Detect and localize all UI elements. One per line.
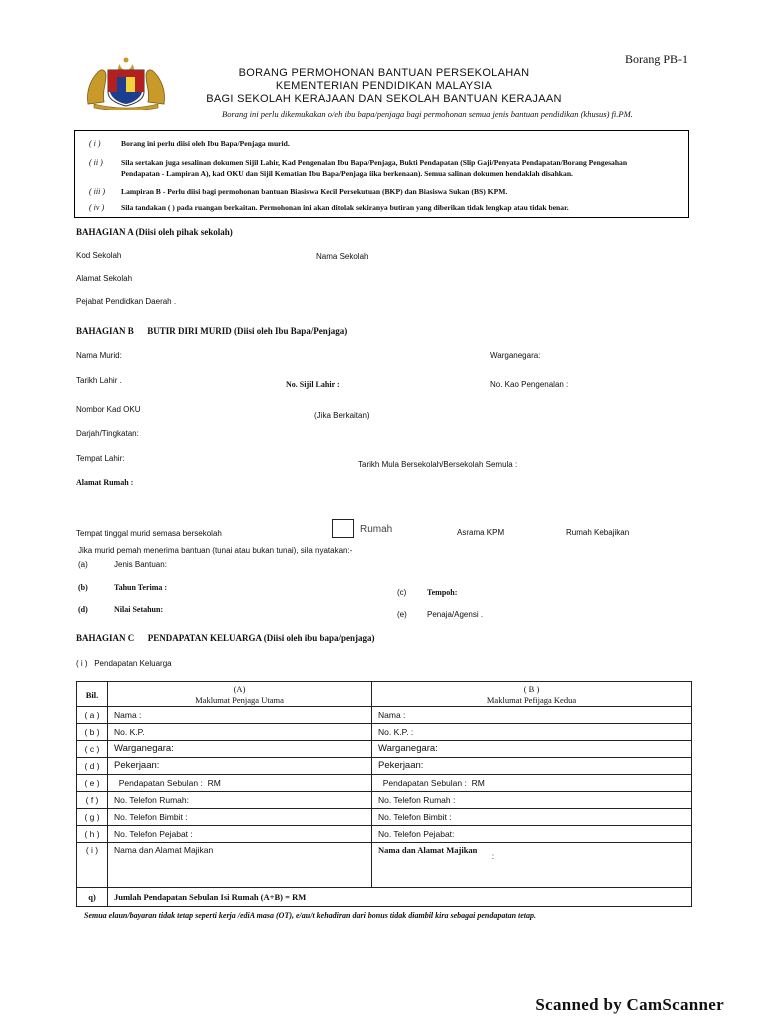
tempat-lahir-label: Tempat Lahir: (76, 454, 125, 463)
cell-b[interactable]: No. Telefon Rumah : (372, 792, 692, 809)
row-bil: ( b ) (77, 724, 108, 741)
pendapatan-keluarga-label: ( i ) Pendapatan Keluarga (76, 659, 172, 668)
row-bil: ( i ) (77, 843, 108, 888)
item-b-label: (b) (78, 583, 88, 592)
cell-b-employer[interactable] (372, 843, 692, 888)
section-c-heading: BAHAGIAN C PENDAPATAN KELUARGA (Diisi oleh ibu bapa/penjaga) (76, 633, 375, 643)
row-bil: ( g ) (77, 809, 108, 826)
penaja-label: Penaja/Agensi . (427, 610, 484, 619)
cell-a[interactable]: Warganegara: (108, 741, 372, 758)
column-b-header (372, 682, 692, 707)
kad-pengenalan-label: No. Kao Pengenalan : (490, 380, 569, 389)
rumah-checkbox[interactable] (332, 519, 354, 538)
employer-b-colon: : (491, 851, 495, 861)
form-code: Borang PB-1 (625, 52, 688, 66)
row-bil: ( f ) (77, 792, 108, 809)
section-a-heading: BAHAGIAN A (Diisi oleh pihak sekolah) (76, 227, 233, 237)
table-row (77, 809, 692, 826)
family-income-table (76, 681, 692, 907)
cell-a[interactable]: No. Telefon Bimbit : (108, 809, 372, 826)
instruction-text: Pendapatan - Lampiran A), kad OKU dan Sijil Kematian Ibu Bapa/Penjaga iika berkenaan). Semua salinan dokumen hendaklah disahkan. (121, 169, 573, 178)
jika-berkaitan-note: (Jika Berkaitan) (314, 411, 370, 420)
row-bil: ( h ) (77, 826, 108, 843)
instruction-number: ( ii ) (89, 158, 103, 167)
cell-a-employer[interactable]: Nama dan Alamat Majikan (108, 843, 372, 888)
cell-b[interactable]: No. Telefon Pejabat: (372, 826, 692, 843)
cell-a[interactable]: Pendapatan Sebulan : RM (108, 775, 372, 792)
table-header-row (77, 682, 692, 707)
instruction-text: Sila sertakan juga sesalinan dokumen Sijil Lahir, Kad Pengenalan Ibu Bapa/Penjaga, Bukti Pendapatan (Slip Gaji/Penyata Pendapatan/Borang Pengesahan (121, 158, 628, 167)
tempat-tinggal-label: Tempat tinggal murid semasa bersekolah (76, 529, 222, 538)
total-bil: q) (77, 888, 108, 907)
darjah-label: Darjah/Tingkatan: (76, 429, 139, 438)
cell-b[interactable]: No. Telefon Bimbit : (372, 809, 692, 826)
table-row (77, 741, 692, 758)
kad-oku-label: Nombor Kad OKU (76, 405, 141, 414)
cell-b[interactable]: Nama : (372, 707, 692, 724)
total-income-label[interactable]: Jumlah Pendapatan Sebulan Isi Rumah (A+B) = RM (108, 888, 692, 907)
table-row-employer (77, 843, 692, 888)
instruction-number: ( i ) (89, 139, 101, 148)
nama-sekolah-label: Nama Sekolah (316, 252, 369, 261)
jika-murid-note: Jika murid pemah menerima bantuan (tunai atau bukan tunai), sila nyatakan:- (78, 546, 353, 555)
cell-a[interactable]: Nama : (108, 707, 372, 724)
income-note: Semua elaun/bayaran tidak tetap seperti kerja /ediA masa (OT), e/au/t kehadiran dari bonus tidak diambil kira sebagai pendapatan tetap. (84, 911, 537, 920)
jenis-bantuan-label: Jenis Bantuan: (114, 560, 167, 569)
warganegara-label: Warganegara: (490, 351, 541, 360)
table-row (77, 758, 692, 775)
column-b-title: Maklumat Pefijaga Kedua (486, 695, 577, 705)
cell-a[interactable]: Pekerjaan: (108, 758, 372, 775)
rumah-option-label: Rumah (360, 524, 393, 535)
camscanner-watermark: Scanned by CamScanner (535, 995, 724, 1014)
kod-sekolah-label: Kod Sekolah (76, 251, 122, 260)
ppd-label: Pejabat Pendidkan Daerah . (76, 297, 177, 306)
table-row (77, 792, 692, 809)
instructions-box (74, 130, 689, 218)
sijil-lahir-label: No. Sijil Lahir : (286, 380, 340, 389)
item-d-label: (d) (78, 605, 88, 614)
employer-b-label: Nama dan Alamat Majikan (378, 845, 478, 855)
form-subtitle: Borang ini perlu dikemukakan o/eh ibu bapa/penjaga bagi permohonan semua jenis bantuan pendidikan (khusus) fi.PM. (222, 109, 633, 119)
instruction-number: ( iv ) (89, 203, 105, 212)
cell-b[interactable]: Warganegara: (372, 741, 692, 758)
cell-a[interactable]: No. Telefon Rumah: (108, 792, 372, 809)
tarikh-lahir-label: Tarikh Lahir . (76, 376, 122, 385)
instruction-number: ( iii ) (89, 187, 105, 196)
nilai-setahun-label: Nilai Setahun: (114, 605, 164, 614)
tahun-terima-label: Tahun Terima : (114, 583, 168, 592)
item-e-label: (e) (397, 610, 407, 619)
cell-b[interactable]: No. K.P. : (372, 724, 692, 741)
table-row (77, 826, 692, 843)
school-type-title: BAGI SEKOLAH KERAJAAN DAN SEKOLAH BANTUAN KERAJAAN (206, 93, 562, 105)
column-a-letter: (A) (233, 684, 246, 694)
tarikh-mula-label: Tarikh Mula Bersekolah/Bersekolah Semula : (358, 460, 518, 469)
rumah-kebajikan-option-label: Rumah Kebajikan (566, 528, 630, 537)
cell-a[interactable]: No. K.P. (108, 724, 372, 741)
nama-murid-label: Nama Murid: (76, 351, 122, 360)
row-bil: ( e ) (77, 775, 108, 792)
column-a-header (108, 682, 372, 707)
alamat-sekolah-label: Alamat Sekolah (76, 274, 133, 283)
row-bil: ( d ) (77, 758, 108, 775)
column-a-title: Maklumat Penjaga Utama (195, 695, 284, 705)
form-title: BORANG PERMOHONAN BANTUAN PERSEKOLAHAN (238, 67, 530, 79)
ministry-title: KEMENTERIAN PENDIDIKAN MALAYSIA (275, 80, 493, 92)
item-a-label: (a) (78, 560, 88, 569)
alamat-rumah-label: Alamat Rumah : (76, 478, 134, 487)
row-bil: ( c ) (77, 741, 108, 758)
instruction-text: Borang ini perlu diisi oleh Ibu Bapa/Penjaga murid. (121, 139, 290, 148)
item-c-label: (c) (397, 588, 407, 597)
table-row (77, 724, 692, 741)
bil-header: Bil. (77, 682, 108, 707)
cell-b[interactable]: Pendapatan Sebulan : RM (372, 775, 692, 792)
section-b-heading: BAHAGIAN B BUTIR DIRI MURID (Diisi oleh Ibu Bapa/Penjaga) (76, 326, 348, 336)
cell-b[interactable]: Pekerjaan: (372, 758, 692, 775)
table-row (77, 707, 692, 724)
cell-a[interactable]: No. Telefon Pejabat : (108, 826, 372, 843)
column-b-letter: ( B ) (523, 684, 540, 694)
row-bil: ( a ) (77, 707, 108, 724)
table-row (77, 775, 692, 792)
asrama-option-label: Asrama KPM (457, 528, 505, 537)
total-row (77, 888, 692, 907)
instruction-text: Lampiran B - Perlu diisi bagi permohonan bantuan Biasiswa Kecil Persekutuan (BKP) dan Biasiswa Sukan (BS) KPM. (121, 187, 508, 196)
instruction-text: Sila tandakan ( ) pada ruangan berkaitan. Permohonan ini akan ditolak sekiranya butiran yang diberikan tidak lengkap atau tidak benar. (121, 203, 569, 212)
tempoh-label: Tempoh: (427, 588, 458, 597)
